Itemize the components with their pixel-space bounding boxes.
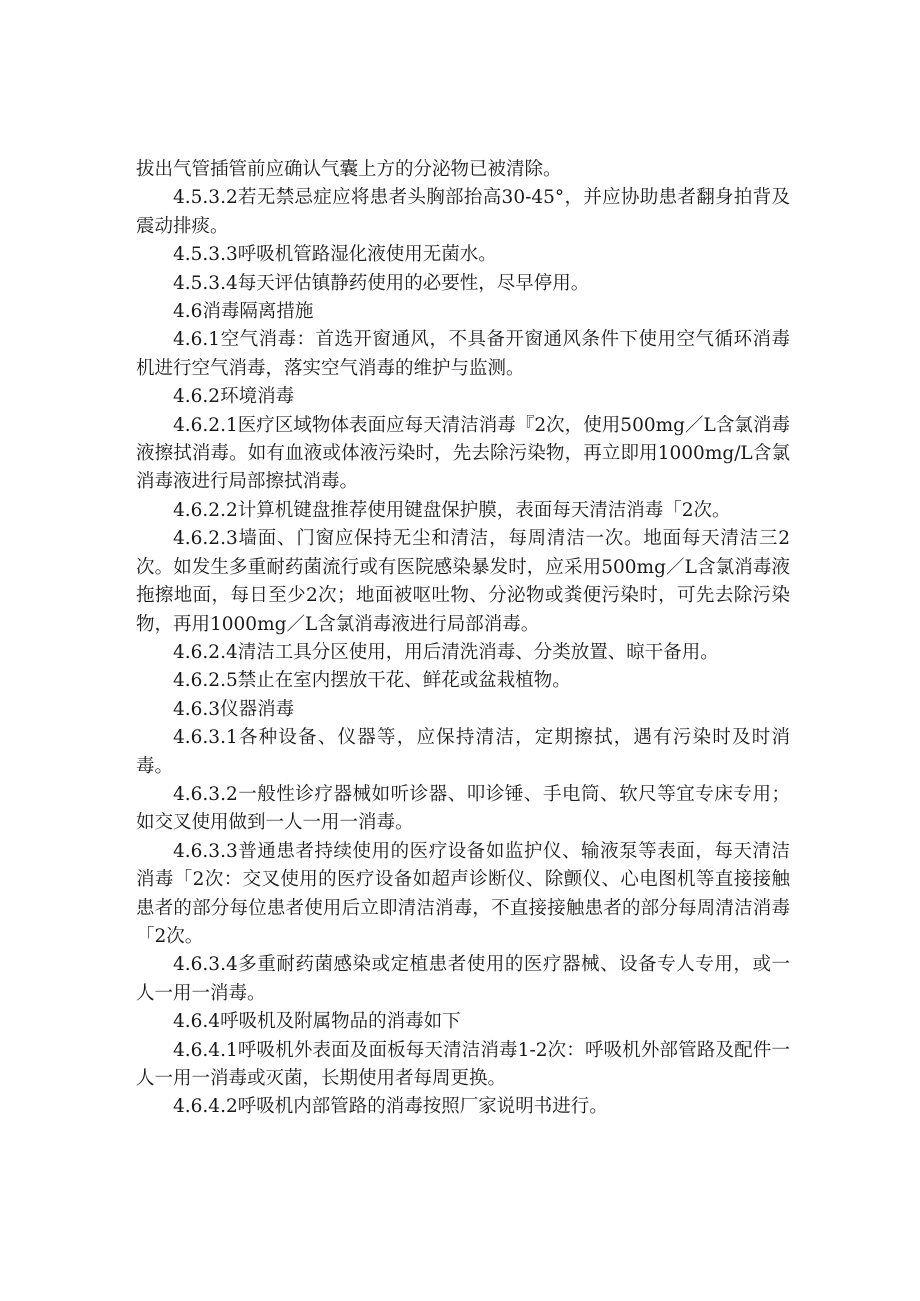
paragraph-4-6-2-5: 4.6.2.5禁止在室内摆放干花、鲜花或盆栽植物。 <box>173 670 571 692</box>
section-heading-4-6-3: 4.6.3仪器消毒 <box>173 698 295 720</box>
paragraph-4-6-1: 4.6.1空气消毒：首选开窗通风，不具备开窗通风条件下使用空气循环消毒机进行空气消毒，落实空气消毒的维护与监测。 <box>136 329 790 379</box>
section-heading-4-6-4: 4.6.4呼吸机及附属物品的消毒如下 <box>173 1011 461 1033</box>
paragraph-4-6-3-1: 4.6.3.1各种设备、仪器等，应保持清洁，定期擦拭，遇有污染时及时消毒。 <box>136 727 790 777</box>
paragraph-4-6-2-2: 4.6.2.2计算机键盘推荐使用键盘保护膜，表面每天清洁消毒「2次。 <box>173 499 731 521</box>
paragraph-4-5-3-4: 4.5.3.4每天评估镇静药使用的必要性，尽早停用。 <box>173 272 590 294</box>
paragraph-4-5-3-2: 4.5.3.2若无禁忌症应将患者头胸部抬高30-45°，并应协助患者翻身拍背及震动排痰。 <box>136 187 790 237</box>
paragraph-4-6-2-4: 4.6.2.4清洁工具分区使用，用后清洗消毒、分类放置、晾干备用。 <box>173 641 719 663</box>
document-body <box>136 156 790 1122</box>
paragraph-4-6-4-1: 4.6.4.1呼吸机外表面及面板每天清洁消毒1-2次：呼吸机外部管路及配件一人一用一消毒或灭菌，长期使用者每周更换。 <box>136 1039 790 1089</box>
paragraph-continuation: 拔出气管插管前应确认气囊上方的分泌物已被清除。 <box>136 159 562 180</box>
paragraph-4-6-4-2: 4.6.4.2呼吸机内部管路的消毒按照厂家说明书进行。 <box>173 1096 608 1118</box>
paragraph-4-5-3-3: 4.5.3.3呼吸机管路湿化液使用无菌水。 <box>173 244 497 266</box>
section-heading-4-6: 4.6消毒隔离措施 <box>173 301 314 323</box>
section-heading-4-6-2: 4.6.2环境消毒 <box>173 386 295 408</box>
paragraph-4-6-2-3: 4.6.2.3墙面、门窗应保持无尘和清洁，每周清洁一次。地面每天清洁三2次。如发生多重耐药菌流行或有医院感染暴发时，应采用500mg／L含氯消毒液拖擦地面，每日至少2次；地面被呕吐物、分泌物或粪便污染时，可先去除污染物，再用1000mg／L含氯消毒液进行局部消毒。 <box>136 528 790 635</box>
paragraph-4-6-3-4: 4.6.3.4多重耐药菌感染或定植患者使用的医疗器械、设备专人专用，或一人一用一消毒。 <box>136 954 790 1004</box>
paragraph-4-6-3-2: 4.6.3.2一般性诊疗器械如听诊器、叩诊锤、手电筒、软尺等宜专床专用；如交叉使用做到一人一用一消毒。 <box>136 783 790 834</box>
paragraph-4-6-2-1: 4.6.2.1医疗区域物体表面应每天清洁消毒『2次，使用500mg／L含氯消毒液擦拭消毒。如有血液或体液污染时，先去除污染物，再立即用1000mg/L含氯消毒液进行局部擦拭消毒。 <box>136 414 790 493</box>
paragraph-4-6-3-3: 4.6.3.3普通患者持续使用的医疗设备如监护仪、输液泵等表面，每天清洁消毒「2次：交叉使用的医疗设备如超声诊断仪、除颤仪、心电图机等直接接触患者的部分每位患者使用后立即清洁消毒，不直接接触患者的部分每周清洁消毒「2次。 <box>136 840 790 947</box>
